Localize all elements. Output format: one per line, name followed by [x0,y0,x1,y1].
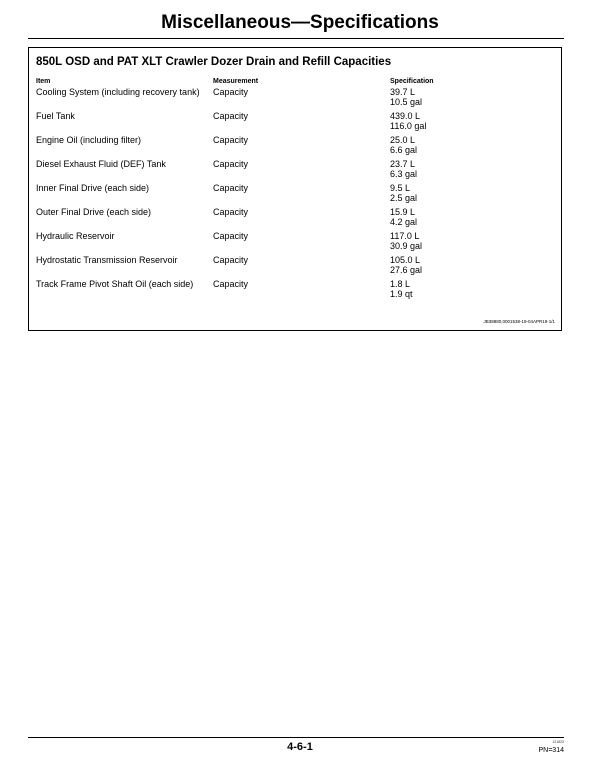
measurement-cell: Capacity [213,279,249,289]
item-cell: Engine Oil (including filter) [36,135,142,145]
item-cell: Diesel Exhaust Fluid (DEF) Tank [36,159,166,169]
capacities-table [34,78,558,303]
item-cell: Track Frame Pivot Shaft Oil (each side) [36,279,194,289]
spec-imperial-value: 1.9 qt [390,289,413,299]
item-cell: Cooling System (including recovery tank) [36,87,200,97]
specification-cell [388,279,558,303]
spec-metric-value: 117.0 L [390,231,420,241]
reference-code: JB38880,0001538-19-04APR19-1/1 [483,319,555,324]
title-divider [28,38,564,39]
table-row [34,231,558,255]
specification-cell [388,111,558,135]
measurement-cell: Capacity [213,135,249,145]
column-header-item: Item [36,78,51,85]
page-title: Miscellaneous—Specifications [161,12,439,33]
spec-imperial-value: 6.3 gal [390,169,418,179]
table-row [34,183,558,207]
table-row [34,207,558,231]
measurement-cell: Capacity [213,111,249,121]
item-cell: Outer Final Drive (each side) [36,207,152,217]
item-cell: Inner Final Drive (each side) [36,183,150,193]
spec-imperial-value: 10.5 gal [390,97,423,107]
table-row [34,279,558,303]
measurement-cell: Capacity [213,255,249,265]
spec-imperial-value: 30.9 gal [390,241,423,251]
spec-metric-value: 439.0 L [390,111,421,121]
spec-imperial-value: 2.5 gal [390,193,418,203]
measurement-cell: Capacity [213,87,249,97]
pn-number: PN=314 [538,747,564,754]
spec-metric-value: 23.7 L [390,159,416,169]
specification-cell [388,207,558,231]
item-cell: Fuel Tank [36,111,75,121]
specification-cell [388,87,558,111]
item-cell: Hydrostatic Transmission Reservoir [36,255,178,265]
section-heading: 850L OSD and PAT XLT Crawler Dozer Drain and Refill Capacities [36,56,392,68]
measurement-cell: Capacity [213,231,249,241]
table-row [34,255,558,279]
measurement-cell: Capacity [213,183,249,193]
footer-code: 121823 [552,740,564,744]
table-row [34,159,558,183]
footer-divider [28,737,564,738]
column-header-measurement: Measurement [213,78,259,85]
column-header-specification: Specification [390,78,434,85]
spec-imperial-value: 116.0 gal [390,121,427,131]
spec-metric-value: 9.5 L [390,183,411,193]
spec-imperial-value: 6.6 gal [390,145,418,155]
specification-cell [388,135,558,159]
table-row [34,111,558,135]
spec-metric-value: 15.9 L [390,207,416,217]
table-row [34,135,558,159]
page-number: 4-6-1 [287,741,313,753]
spec-metric-value: 105.0 L [390,255,421,265]
table-row [34,87,558,111]
specification-cell [388,231,558,255]
spec-metric-value: 25.0 L [390,135,416,145]
spec-imperial-value: 27.6 gal [390,265,423,275]
capacities-section [28,47,562,331]
spec-metric-value: 39.7 L [390,87,416,97]
spec-imperial-value: 4.2 gal [390,217,418,227]
spec-metric-value: 1.8 L [390,279,411,289]
table-header-row [34,78,558,87]
measurement-cell: Capacity [213,159,249,169]
specification-cell [388,255,558,279]
specification-cell [388,159,558,183]
specification-cell [388,183,558,207]
item-cell: Hydraulic Reservoir [36,231,115,241]
measurement-cell: Capacity [213,207,249,217]
